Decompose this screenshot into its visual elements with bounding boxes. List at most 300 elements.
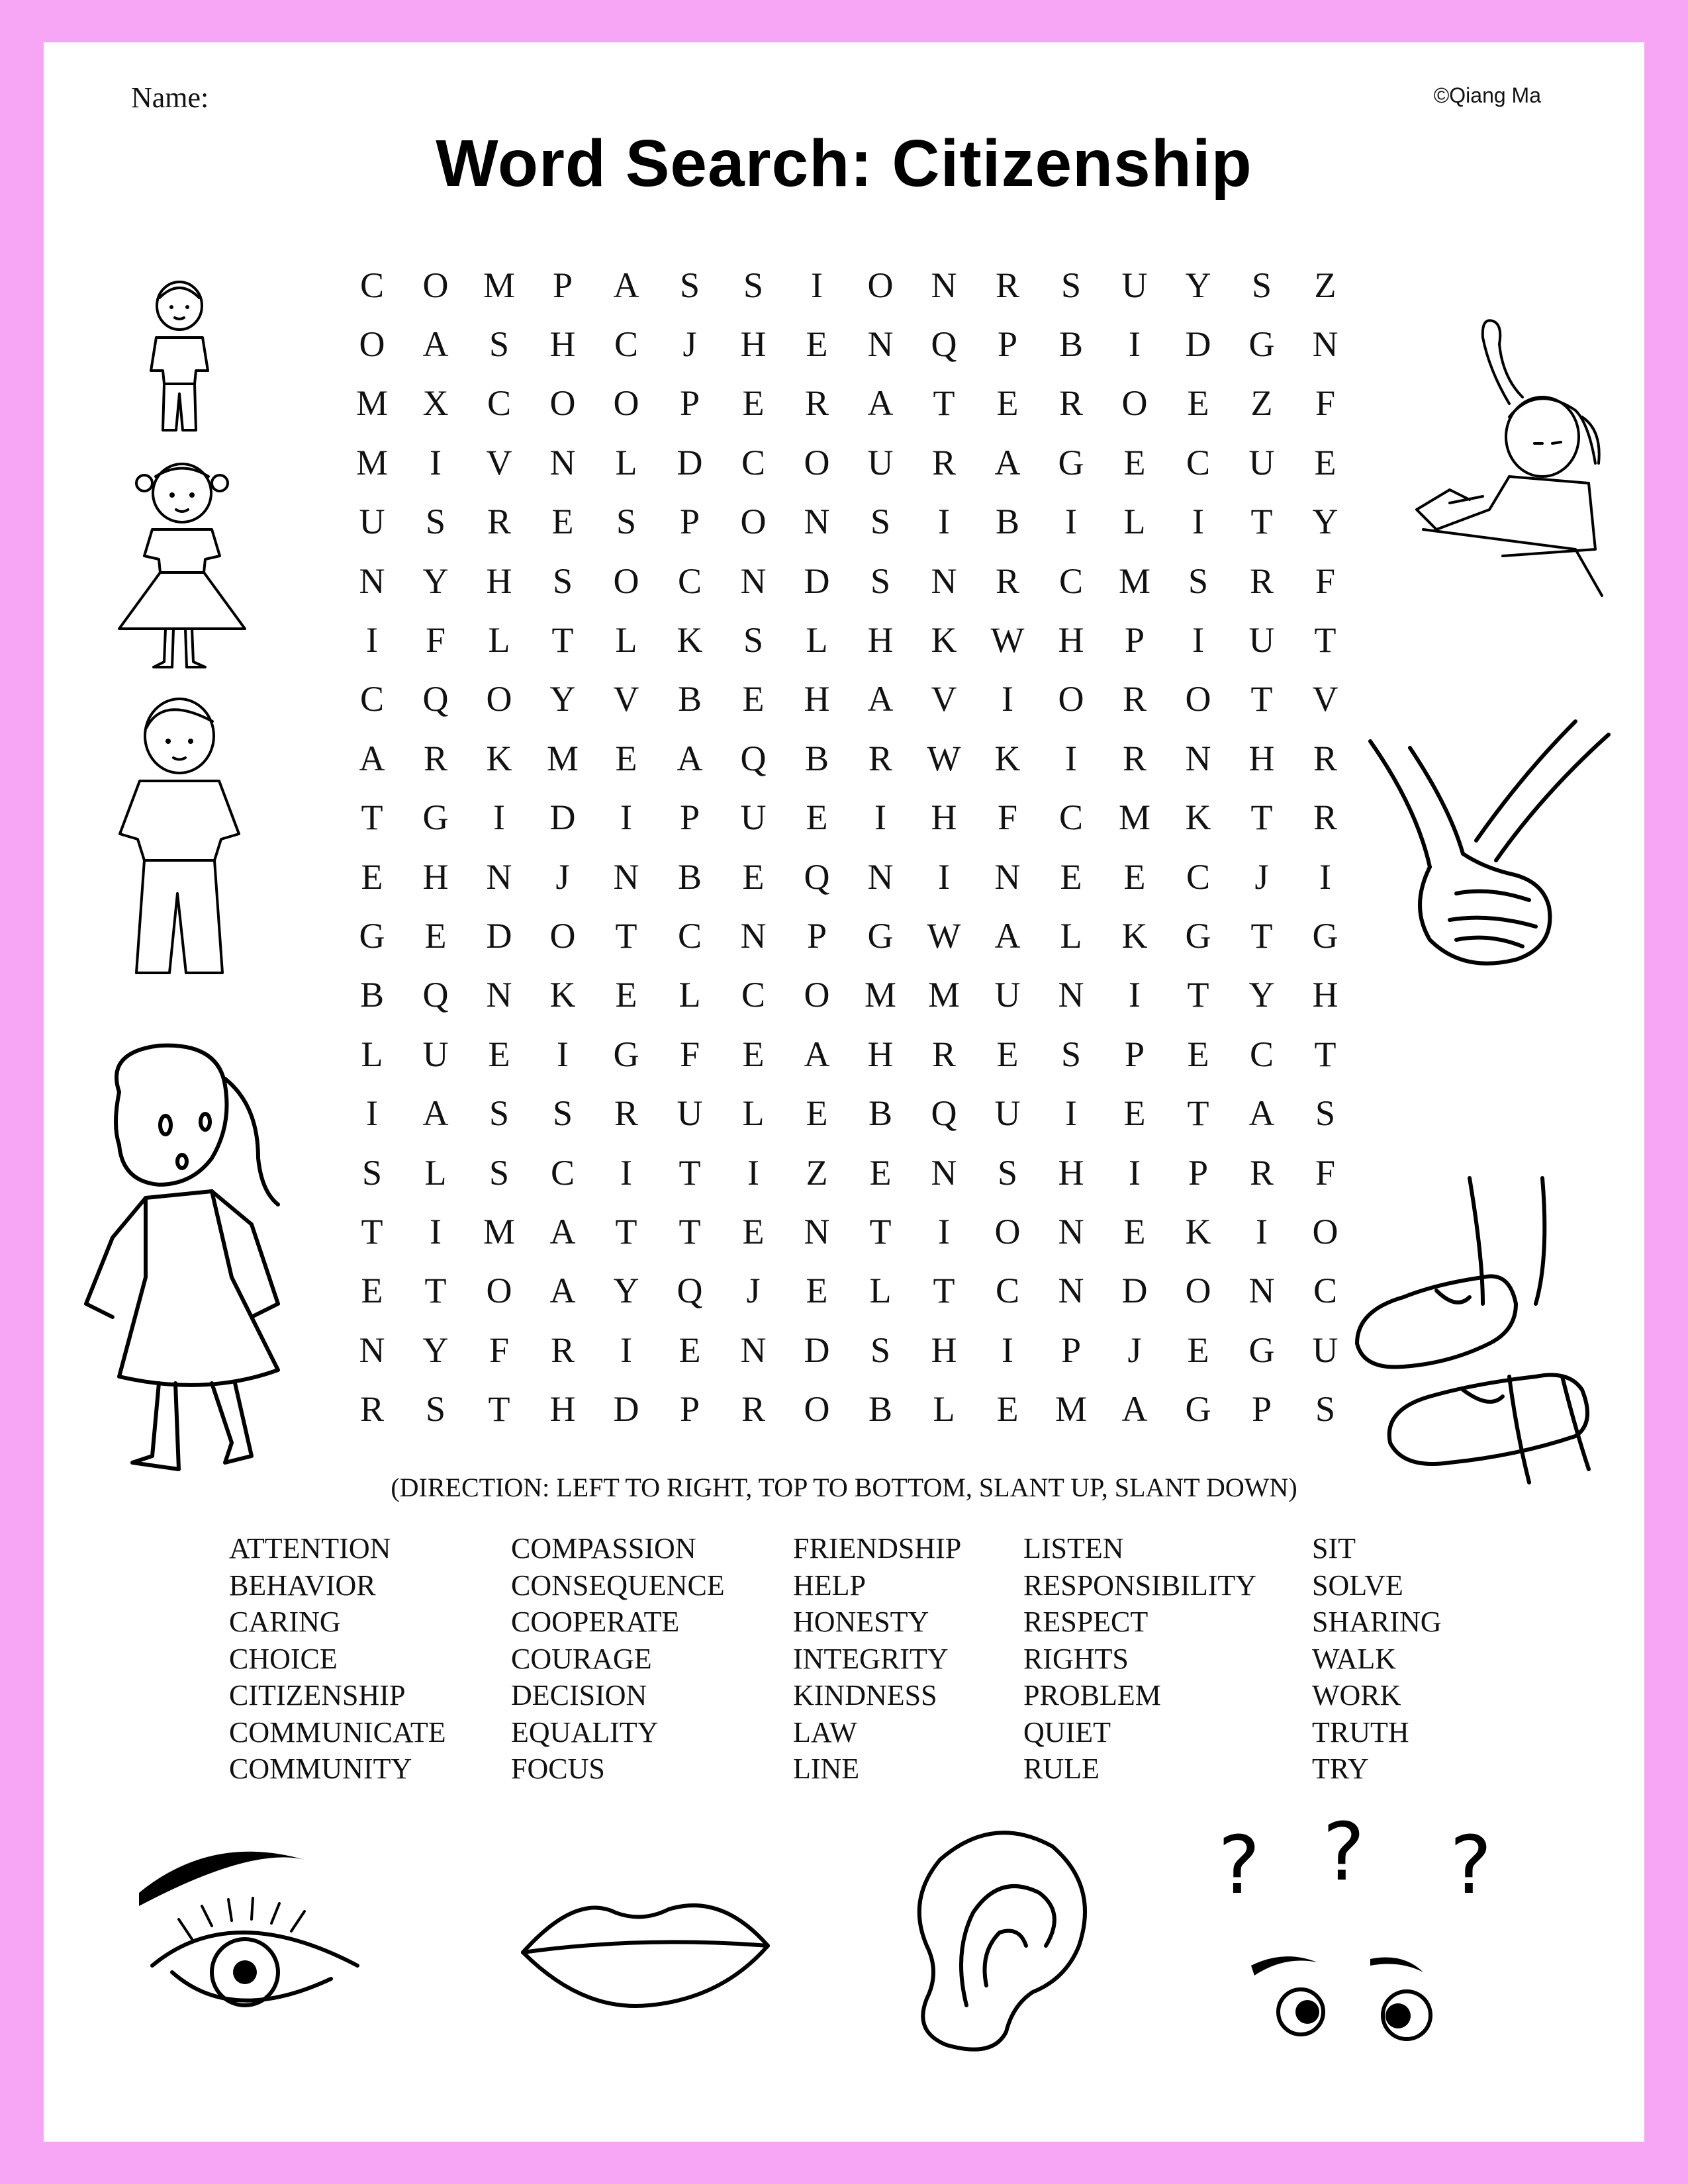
grid-letter[interactable]: D bbox=[677, 442, 703, 482]
grid-letter[interactable]: N bbox=[804, 502, 830, 542]
grid-letter[interactable]: R bbox=[1313, 797, 1338, 838]
grid-letter[interactable]: M bbox=[1118, 797, 1150, 838]
grid-letter[interactable]: A bbox=[549, 1271, 576, 1311]
grid-letter[interactable]: S bbox=[489, 324, 510, 365]
grid-letter[interactable]: H bbox=[931, 797, 957, 838]
grid-letter[interactable]: N bbox=[867, 324, 894, 365]
grid-letter[interactable]: K bbox=[994, 738, 1021, 778]
grid-letter[interactable]: A bbox=[867, 679, 894, 719]
grid-letter[interactable]: O bbox=[549, 915, 576, 956]
grid-letter[interactable]: C bbox=[1186, 856, 1211, 897]
grid-letter[interactable]: E bbox=[1123, 1093, 1146, 1134]
grid-letter[interactable]: T bbox=[361, 797, 383, 838]
grid-letter[interactable]: J bbox=[1127, 1330, 1142, 1370]
grid-letter[interactable]: L bbox=[488, 620, 510, 660]
grid-letter[interactable]: L bbox=[742, 1093, 765, 1134]
grid-letter[interactable]: S bbox=[870, 502, 891, 542]
grid-letter[interactable]: G bbox=[1248, 324, 1275, 365]
grid-letter[interactable]: B bbox=[804, 738, 829, 778]
grid-letter[interactable]: I bbox=[557, 1034, 569, 1074]
grid-letter[interactable]: N bbox=[1058, 1211, 1084, 1251]
grid-letter[interactable]: I bbox=[1256, 1211, 1268, 1251]
grid-letter[interactable]: G bbox=[1185, 915, 1211, 956]
grid-letter[interactable]: E bbox=[1060, 856, 1082, 897]
grid-letter[interactable]: R bbox=[1249, 561, 1274, 601]
grid-letter[interactable]: D bbox=[804, 561, 830, 601]
grid-letter[interactable]: T bbox=[615, 915, 637, 956]
grid-letter[interactable]: M bbox=[546, 738, 579, 778]
grid-letter[interactable]: S bbox=[743, 620, 764, 660]
grid-letter[interactable]: R bbox=[1122, 679, 1147, 719]
grid-letter[interactable]: I bbox=[366, 1093, 378, 1134]
grid-letter[interactable]: R bbox=[614, 1093, 639, 1134]
grid-letter[interactable]: I bbox=[1129, 1152, 1141, 1193]
grid-letter[interactable]: N bbox=[740, 561, 767, 601]
grid-letter[interactable]: Y bbox=[1248, 975, 1275, 1015]
grid-letter[interactable]: U bbox=[867, 442, 894, 482]
grid-letter[interactable]: N bbox=[931, 1152, 957, 1193]
grid-letter[interactable]: A bbox=[677, 738, 703, 778]
grid-letter[interactable]: K bbox=[1121, 915, 1148, 956]
grid-letter[interactable]: Z bbox=[1314, 265, 1336, 305]
grid-letter[interactable]: O bbox=[549, 383, 576, 424]
grid-letter[interactable]: I bbox=[874, 797, 886, 838]
grid-letter[interactable]: D bbox=[1121, 1271, 1148, 1311]
grid-letter[interactable]: R bbox=[868, 738, 893, 778]
grid-letter[interactable]: E bbox=[1187, 1330, 1209, 1370]
grid-letter[interactable]: T bbox=[361, 1211, 383, 1251]
grid-letter[interactable]: M bbox=[355, 442, 388, 482]
grid-letter[interactable]: H bbox=[1058, 620, 1084, 660]
grid-letter[interactable]: N bbox=[740, 915, 767, 956]
grid-letter[interactable]: Q bbox=[740, 738, 767, 778]
grid-letter[interactable]: E bbox=[1314, 442, 1336, 482]
grid-letter[interactable]: K bbox=[931, 620, 957, 660]
grid-letter[interactable]: R bbox=[995, 561, 1020, 601]
grid-letter[interactable]: Y bbox=[549, 679, 576, 719]
grid-letter[interactable]: E bbox=[806, 324, 828, 365]
grid-letter[interactable]: O bbox=[1185, 1271, 1211, 1311]
grid-letter[interactable]: B bbox=[868, 1093, 893, 1134]
grid-letter[interactable]: S bbox=[489, 1093, 510, 1134]
grid-letter[interactable]: V bbox=[931, 679, 957, 719]
grid-letter[interactable]: O bbox=[1121, 383, 1148, 424]
grid-letter[interactable]: S bbox=[997, 1152, 1018, 1193]
grid-letter[interactable]: S bbox=[1251, 265, 1272, 305]
grid-letter[interactable]: S bbox=[1188, 561, 1209, 601]
grid-letter[interactable]: P bbox=[679, 502, 700, 542]
grid-letter[interactable]: T bbox=[424, 1271, 447, 1311]
grid-letter[interactable]: H bbox=[867, 1034, 894, 1074]
grid-letter[interactable]: O bbox=[486, 1271, 512, 1311]
grid-letter[interactable]: I bbox=[1065, 738, 1077, 778]
grid-letter[interactable]: V bbox=[486, 442, 512, 482]
grid-letter[interactable]: T bbox=[1314, 620, 1336, 660]
grid-letter[interactable]: S bbox=[870, 561, 891, 601]
grid-letter[interactable]: C bbox=[995, 1271, 1020, 1311]
grid-letter[interactable]: C bbox=[677, 915, 702, 956]
grid-letter[interactable]: I bbox=[938, 1211, 950, 1251]
grid-letter[interactable]: K bbox=[1185, 797, 1211, 838]
grid-letter[interactable]: A bbox=[359, 738, 385, 778]
grid-letter[interactable]: O bbox=[359, 324, 385, 365]
grid-letter[interactable]: B bbox=[995, 502, 1020, 542]
grid-letter[interactable]: M bbox=[1118, 561, 1150, 601]
grid-letter[interactable]: O bbox=[422, 265, 449, 305]
grid-letter[interactable]: T bbox=[1250, 679, 1273, 719]
grid-letter[interactable]: N bbox=[1312, 324, 1338, 365]
grid-letter[interactable]: I bbox=[620, 1152, 632, 1193]
grid-letter[interactable]: E bbox=[361, 1271, 383, 1311]
grid-letter[interactable]: R bbox=[487, 502, 512, 542]
grid-letter[interactable]: R bbox=[1249, 1152, 1274, 1193]
grid-letter[interactable]: F bbox=[489, 1330, 510, 1370]
grid-letter[interactable]: S bbox=[425, 1389, 446, 1430]
grid-letter[interactable]: E bbox=[361, 856, 383, 897]
grid-letter[interactable]: S bbox=[870, 1330, 891, 1370]
grid-letter[interactable]: Q bbox=[422, 679, 449, 719]
grid-letter[interactable]: G bbox=[422, 797, 449, 838]
grid-letter[interactable]: N bbox=[931, 265, 957, 305]
grid-letter[interactable]: D bbox=[804, 1330, 830, 1370]
grid-letter[interactable]: E bbox=[1123, 442, 1146, 482]
grid-letter[interactable]: F bbox=[1315, 1152, 1336, 1193]
grid-letter[interactable]: O bbox=[613, 383, 639, 424]
grid-letter[interactable]: S bbox=[425, 502, 446, 542]
grid-letter[interactable]: E bbox=[996, 1034, 1019, 1074]
grid-letter[interactable]: B bbox=[677, 856, 702, 897]
grid-letter[interactable]: F bbox=[679, 1034, 700, 1074]
grid-letter[interactable]: P bbox=[679, 1389, 700, 1430]
grid-letter[interactable]: T bbox=[1314, 1034, 1336, 1074]
grid-letter[interactable]: E bbox=[615, 738, 637, 778]
grid-letter[interactable]: R bbox=[1313, 738, 1338, 778]
grid-letter[interactable]: L bbox=[361, 1034, 383, 1074]
grid-letter[interactable]: C bbox=[1313, 1271, 1338, 1311]
grid-letter[interactable]: P bbox=[1124, 620, 1145, 660]
grid-letter[interactable]: T bbox=[1187, 975, 1209, 1015]
grid-letter[interactable]: N bbox=[740, 1330, 767, 1370]
grid-letter[interactable]: N bbox=[549, 442, 576, 482]
grid-letter[interactable]: H bbox=[486, 561, 512, 601]
grid-letter[interactable]: F bbox=[425, 620, 446, 660]
grid-letter[interactable]: D bbox=[486, 915, 512, 956]
grid-letter[interactable]: E bbox=[679, 1330, 701, 1370]
grid-letter[interactable]: U bbox=[1248, 620, 1275, 660]
grid-letter[interactable]: R bbox=[741, 1389, 766, 1430]
grid-letter[interactable]: I bbox=[1129, 975, 1141, 1015]
grid-letter[interactable]: A bbox=[804, 1034, 830, 1074]
grid-letter[interactable]: L bbox=[869, 1271, 892, 1311]
grid-letter[interactable]: N bbox=[867, 856, 894, 897]
grid-letter[interactable]: M bbox=[355, 383, 388, 424]
grid-letter[interactable]: E bbox=[424, 915, 447, 956]
grid-letter[interactable]: T bbox=[1187, 1093, 1209, 1134]
grid-letter[interactable]: G bbox=[1248, 1330, 1275, 1370]
grid-letter[interactable]: N bbox=[1058, 1271, 1084, 1311]
grid-letter[interactable]: E bbox=[869, 1152, 892, 1193]
grid-letter[interactable]: X bbox=[422, 383, 449, 424]
grid-letter[interactable]: K bbox=[486, 738, 512, 778]
grid-letter[interactable]: N bbox=[613, 856, 639, 897]
grid-letter[interactable]: B bbox=[1058, 324, 1084, 365]
grid-letter[interactable]: E bbox=[806, 1093, 828, 1134]
grid-letter[interactable]: D bbox=[549, 797, 576, 838]
grid-letter[interactable]: S bbox=[552, 561, 573, 601]
grid-letter[interactable]: G bbox=[613, 1034, 639, 1074]
grid-letter[interactable]: Y bbox=[422, 1330, 449, 1370]
grid-letter[interactable]: W bbox=[927, 915, 961, 956]
grid-letter[interactable]: S bbox=[1315, 1093, 1336, 1134]
grid-letter[interactable]: R bbox=[931, 1034, 957, 1074]
grid-letter[interactable]: H bbox=[867, 620, 894, 660]
grid-letter[interactable]: S bbox=[552, 1093, 573, 1134]
grid-letter[interactable]: C bbox=[1058, 797, 1084, 838]
grid-letter[interactable]: R bbox=[1122, 738, 1147, 778]
grid-letter[interactable]: U bbox=[677, 1093, 703, 1134]
grid-letter[interactable]: U bbox=[740, 797, 767, 838]
grid-letter[interactable]: I bbox=[430, 442, 442, 482]
grid-letter[interactable]: A bbox=[867, 383, 894, 424]
grid-letter[interactable]: W bbox=[990, 620, 1025, 660]
grid-letter[interactable]: J bbox=[682, 324, 697, 365]
grid-letter[interactable]: K bbox=[1185, 1211, 1211, 1251]
grid-letter[interactable]: E bbox=[806, 1271, 828, 1311]
grid-letter[interactable]: F bbox=[1315, 383, 1336, 424]
grid-letter[interactable]: H bbox=[422, 856, 449, 897]
grid-letter[interactable]: O bbox=[1312, 1211, 1338, 1251]
grid-letter[interactable]: S bbox=[361, 1152, 383, 1193]
grid-letter[interactable]: E bbox=[551, 502, 574, 542]
grid-letter[interactable]: L bbox=[615, 620, 637, 660]
grid-letter[interactable]: I bbox=[1129, 324, 1141, 365]
grid-letter[interactable]: M bbox=[1055, 1389, 1087, 1430]
grid-letter[interactable]: L bbox=[424, 1152, 447, 1193]
grid-letter[interactable]: N bbox=[1058, 975, 1084, 1015]
grid-letter[interactable]: N bbox=[359, 1330, 385, 1370]
grid-letter[interactable]: C bbox=[1249, 1034, 1274, 1074]
grid-letter[interactable]: S bbox=[616, 502, 637, 542]
grid-letter[interactable]: N bbox=[1185, 738, 1211, 778]
grid-letter[interactable]: F bbox=[997, 797, 1018, 838]
grid-letter[interactable]: R bbox=[359, 1389, 385, 1430]
grid-letter[interactable]: C bbox=[741, 442, 766, 482]
grid-letter[interactable]: E bbox=[742, 383, 765, 424]
grid-letter[interactable]: M bbox=[483, 265, 515, 305]
grid-letter[interactable]: T bbox=[869, 1211, 892, 1251]
grid-letter[interactable]: R bbox=[931, 442, 957, 482]
grid-letter[interactable]: P bbox=[1251, 1389, 1272, 1430]
grid-letter[interactable]: T bbox=[679, 1211, 701, 1251]
grid-letter[interactable]: U bbox=[359, 502, 385, 542]
grid-letter[interactable]: V bbox=[1312, 679, 1338, 719]
grid-letter[interactable]: I bbox=[1192, 502, 1204, 542]
grid-letter[interactable]: S bbox=[679, 265, 700, 305]
grid-letter[interactable]: N bbox=[804, 1211, 830, 1251]
grid-letter[interactable]: I bbox=[1319, 856, 1331, 897]
grid-letter[interactable]: C bbox=[1058, 561, 1084, 601]
grid-letter[interactable]: B bbox=[359, 975, 385, 1015]
grid-letter[interactable]: H bbox=[1058, 1152, 1084, 1193]
grid-letter[interactable]: J bbox=[1254, 856, 1269, 897]
grid-letter[interactable]: B bbox=[868, 1389, 893, 1430]
grid-letter[interactable]: F bbox=[1315, 561, 1336, 601]
grid-letter[interactable]: A bbox=[1248, 1093, 1275, 1134]
grid-letter[interactable]: V bbox=[613, 679, 639, 719]
grid-letter[interactable]: U bbox=[994, 975, 1021, 1015]
grid-letter[interactable]: T bbox=[933, 1271, 955, 1311]
grid-letter[interactable]: S bbox=[1060, 1034, 1082, 1074]
grid-letter[interactable]: I bbox=[620, 1330, 632, 1370]
grid-letter[interactable]: T bbox=[1250, 502, 1273, 542]
grid-letter[interactable]: I bbox=[747, 1152, 759, 1193]
grid-letter[interactable]: A bbox=[422, 324, 449, 365]
grid-letter[interactable]: O bbox=[867, 265, 894, 305]
grid-letter[interactable]: N bbox=[486, 975, 512, 1015]
grid-letter[interactable]: J bbox=[555, 856, 570, 897]
grid-letter[interactable]: L bbox=[806, 620, 828, 660]
grid-letter[interactable]: Q bbox=[804, 856, 830, 897]
grid-letter[interactable]: D bbox=[613, 1389, 639, 1430]
grid-letter[interactable]: P bbox=[1188, 1152, 1209, 1193]
grid-letter[interactable]: I bbox=[1065, 1093, 1077, 1134]
grid-letter[interactable]: S bbox=[743, 265, 764, 305]
grid-letter[interactable]: G bbox=[1312, 915, 1338, 956]
grid-letter[interactable]: H bbox=[549, 324, 576, 365]
grid-letter[interactable]: H bbox=[549, 1389, 576, 1430]
grid-letter[interactable]: E bbox=[742, 856, 765, 897]
grid-letter[interactable]: M bbox=[483, 1211, 515, 1251]
grid-letter[interactable]: T bbox=[615, 1211, 637, 1251]
grid-letter[interactable]: D bbox=[1185, 324, 1211, 365]
grid-letter[interactable]: H bbox=[1312, 975, 1338, 1015]
grid-letter[interactable]: M bbox=[927, 975, 960, 1015]
grid-letter[interactable]: A bbox=[422, 1093, 449, 1134]
grid-letter[interactable]: E bbox=[806, 797, 828, 838]
grid-letter[interactable]: E bbox=[742, 1211, 765, 1251]
grid-letter[interactable]: C bbox=[550, 1152, 575, 1193]
grid-letter[interactable]: N bbox=[359, 561, 385, 601]
grid-letter[interactable]: S bbox=[489, 1152, 510, 1193]
grid-letter[interactable]: I bbox=[430, 1211, 442, 1251]
grid-letter[interactable]: T bbox=[551, 620, 574, 660]
grid-letter[interactable]: P bbox=[1060, 1330, 1082, 1370]
grid-letter[interactable]: E bbox=[996, 383, 1019, 424]
grid-letter[interactable]: U bbox=[1248, 442, 1275, 482]
grid-letter[interactable]: C bbox=[677, 561, 702, 601]
grid-letter[interactable]: G bbox=[359, 915, 385, 956]
grid-letter[interactable]: O bbox=[804, 975, 830, 1015]
grid-letter[interactable]: U bbox=[1121, 265, 1148, 305]
grid-letter[interactable]: K bbox=[549, 975, 576, 1015]
grid-letter[interactable]: P bbox=[806, 915, 827, 956]
grid-letter[interactable]: N bbox=[994, 856, 1021, 897]
grid-letter[interactable]: E bbox=[1187, 383, 1209, 424]
grid-letter[interactable]: R bbox=[423, 738, 448, 778]
grid-letter[interactable]: I bbox=[1065, 502, 1077, 542]
grid-letter[interactable]: S bbox=[1315, 1389, 1336, 1430]
grid-letter[interactable]: T bbox=[679, 1152, 701, 1193]
grid-letter[interactable]: N bbox=[1248, 1271, 1275, 1311]
grid-letter[interactable]: C bbox=[359, 679, 385, 719]
grid-letter[interactable]: I bbox=[366, 620, 378, 660]
grid-letter[interactable]: E bbox=[488, 1034, 510, 1074]
grid-letter[interactable]: C bbox=[359, 265, 385, 305]
grid-letter[interactable]: L bbox=[1060, 915, 1082, 956]
grid-letter[interactable]: I bbox=[938, 856, 950, 897]
grid-letter[interactable]: O bbox=[740, 502, 767, 542]
grid-letter[interactable]: Z bbox=[806, 1152, 828, 1193]
grid-letter[interactable]: C bbox=[1186, 442, 1211, 482]
grid-letter[interactable]: S bbox=[1060, 265, 1082, 305]
grid-letter[interactable]: I bbox=[1192, 620, 1204, 660]
grid-letter[interactable]: L bbox=[615, 442, 637, 482]
grid-letter[interactable]: C bbox=[741, 975, 766, 1015]
grid-letter[interactable]: B bbox=[677, 679, 702, 719]
grid-letter[interactable]: U bbox=[994, 1093, 1021, 1134]
grid-letter[interactable]: E bbox=[996, 1389, 1019, 1430]
grid-letter[interactable]: A bbox=[613, 265, 639, 305]
grid-letter[interactable]: T bbox=[1250, 915, 1273, 956]
grid-letter[interactable]: P bbox=[552, 265, 573, 305]
grid-letter[interactable]: Y bbox=[1312, 502, 1338, 542]
grid-letter[interactable]: R bbox=[804, 383, 829, 424]
grid-letter[interactable]: Q bbox=[422, 975, 449, 1015]
grid-letter[interactable]: O bbox=[486, 679, 512, 719]
grid-letter[interactable]: G bbox=[1058, 442, 1084, 482]
grid-letter[interactable]: T bbox=[933, 383, 955, 424]
grid-letter[interactable]: O bbox=[613, 561, 639, 601]
grid-letter[interactable]: O bbox=[804, 442, 830, 482]
grid-letter[interactable]: E bbox=[1123, 1211, 1146, 1251]
grid-letter[interactable]: R bbox=[550, 1330, 575, 1370]
grid-letter[interactable]: E bbox=[742, 1034, 765, 1074]
grid-letter[interactable]: U bbox=[422, 1034, 449, 1074]
grid-letter[interactable]: Q bbox=[931, 1093, 957, 1134]
grid-letter[interactable]: W bbox=[927, 738, 961, 778]
grid-letter[interactable]: I bbox=[1002, 679, 1013, 719]
grid-letter[interactable]: P bbox=[997, 324, 1018, 365]
grid-letter[interactable]: J bbox=[746, 1271, 761, 1311]
grid-letter[interactable]: L bbox=[933, 1389, 955, 1430]
grid-letter[interactable]: E bbox=[742, 679, 765, 719]
grid-letter[interactable]: C bbox=[487, 383, 512, 424]
grid-letter[interactable]: O bbox=[1185, 679, 1211, 719]
grid-letter[interactable]: E bbox=[615, 975, 637, 1015]
grid-letter[interactable]: Y bbox=[613, 1271, 639, 1311]
grid-letter[interactable]: K bbox=[677, 620, 703, 660]
grid-letter[interactable]: P bbox=[679, 383, 700, 424]
grid-letter[interactable]: G bbox=[867, 915, 894, 956]
grid-letter[interactable]: A bbox=[1121, 1389, 1148, 1430]
grid-letter[interactable]: H bbox=[931, 1330, 957, 1370]
grid-letter[interactable]: H bbox=[1248, 738, 1275, 778]
grid-letter[interactable]: I bbox=[620, 797, 632, 838]
grid-letter[interactable]: N bbox=[931, 561, 957, 601]
grid-letter[interactable]: H bbox=[740, 324, 767, 365]
grid-letter[interactable]: H bbox=[804, 679, 830, 719]
grid-letter[interactable]: O bbox=[994, 1211, 1021, 1251]
grid-letter[interactable]: R bbox=[1058, 383, 1084, 424]
grid-letter[interactable]: N bbox=[486, 856, 512, 897]
grid-letter[interactable]: A bbox=[994, 915, 1021, 956]
grid-letter[interactable]: Q bbox=[931, 324, 957, 365]
grid-letter[interactable]: Y bbox=[422, 561, 449, 601]
grid-letter[interactable]: E bbox=[1123, 856, 1146, 897]
grid-letter[interactable]: P bbox=[679, 797, 700, 838]
grid-letter[interactable]: O bbox=[1058, 679, 1084, 719]
grid-letter[interactable]: M bbox=[864, 975, 896, 1015]
